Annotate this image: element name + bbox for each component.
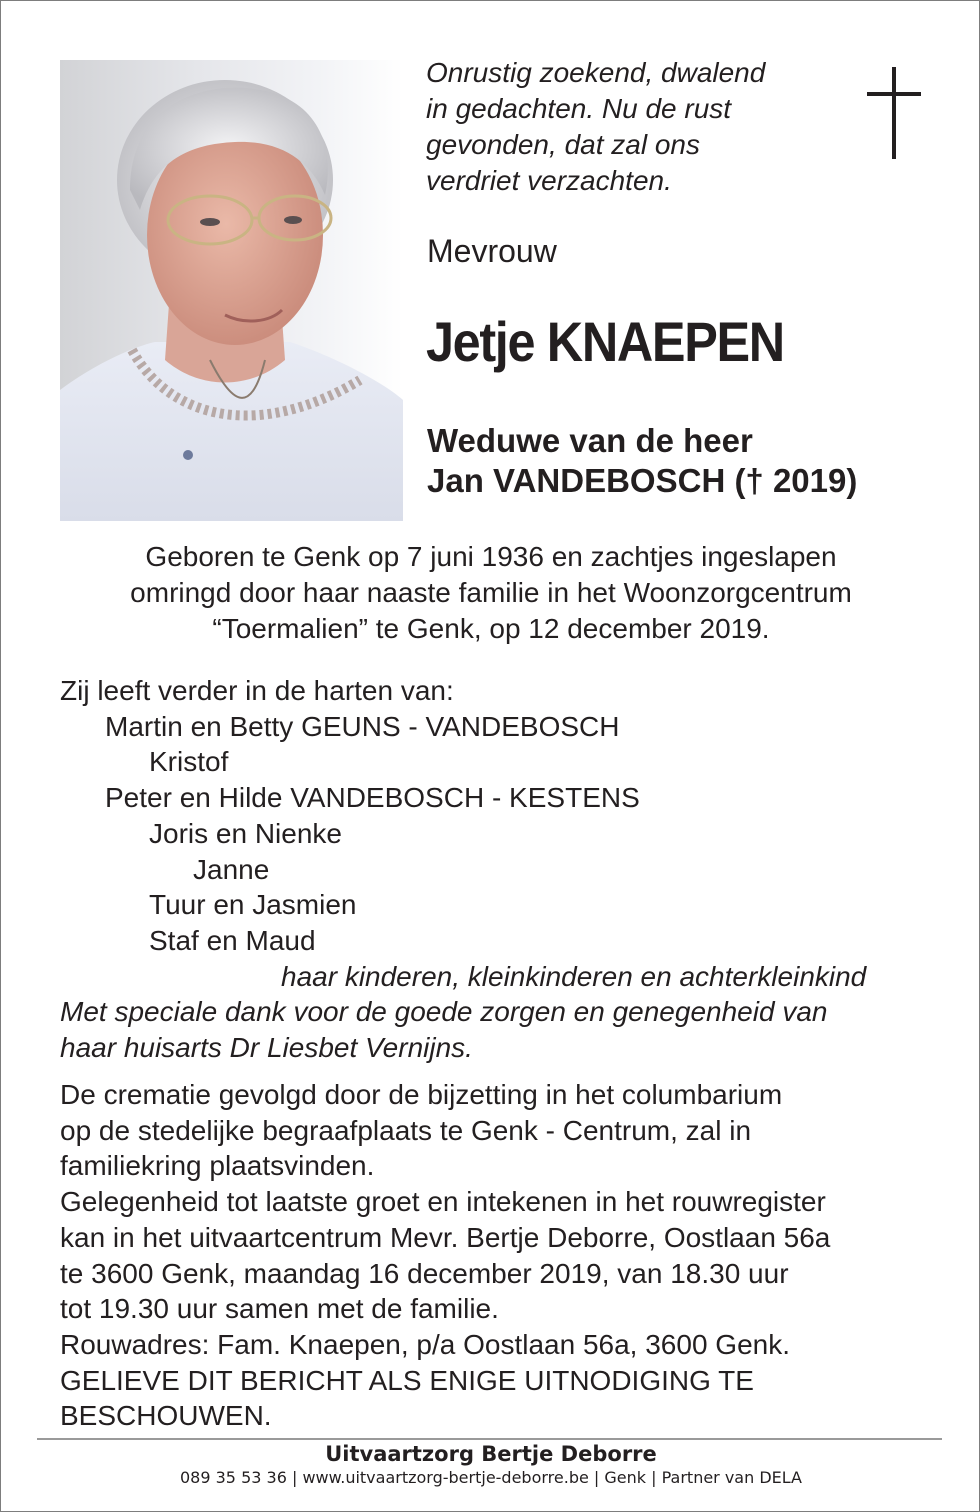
details-line: te 3600 Genk, maandag 16 december 2019, van 18.30 uur (60, 1257, 789, 1289)
family-intro: Zij leeft verder in de harten van: (60, 675, 454, 706)
birth-line: Geboren te Genk op 7 juni 1936 en zachtjes ingeslapen (145, 541, 837, 572)
family-member: Peter en Hilde VANDEBOSCH - KESTENS (105, 782, 640, 814)
funeral-company-name: Uitvaartzorg Bertje Deborre (325, 1442, 657, 1466)
family-signature: haar kinderen, kleinkinderen en achterkleinkind (281, 960, 867, 992)
funeral-company-contact: 089 35 53 36 | www.uitvaartzorg-bertje-deborre.be | Genk | Partner van DELA (180, 1468, 802, 1487)
details-line: Gelegenheid tot laatste groet en intekenen in het rouwregister (60, 1186, 826, 1218)
verse (426, 55, 765, 199)
details-line: op de stedelijke begraafplaats te Genk - Centrum, zal in (60, 1114, 752, 1146)
details-line: kan in het uitvaartcentrum Mevr. Bertje Deborre, Oostlaan 56a (60, 1221, 831, 1253)
portrait-photo (60, 60, 403, 521)
latin-cross-icon (867, 67, 921, 159)
family-member: Joris en Nienke (149, 817, 342, 849)
funeral-details (60, 1077, 960, 1434)
details-line: BESCHOUWEN. (60, 1400, 272, 1432)
details-line: Rouwadres: Fam. Knaepen, p/a Oostlaan 56a, 3600 Genk. (60, 1328, 791, 1360)
spouse-line: Weduwe van de heer (427, 422, 753, 459)
family-member: Janne (193, 853, 270, 885)
details-line: De crematie gevolgd door de bijzetting in het columbarium (60, 1079, 783, 1110)
salutation: Mevrouw (427, 233, 557, 269)
family-member: Kristof (149, 746, 229, 778)
verse-line: gevonden, dat zal ons (426, 129, 700, 160)
thanks-line: haar huisarts Dr Liesbet Vernijns. (60, 1032, 473, 1064)
family-member: Martin en Betty GEUNS - VANDEBOSCH (105, 710, 620, 742)
verse-line: verdriet verzachten. (426, 165, 672, 196)
family-member: Staf en Maud (149, 924, 316, 956)
birth-and-death-text (1, 539, 980, 647)
birth-line: “Toermalien” te Genk, op 12 december 2019. (212, 613, 770, 644)
details-line: tot 19.30 uur samen met de familie. (60, 1293, 499, 1325)
details-line: GELIEVE DIT BERICHT ALS ENIGE UITNODIGING TE (60, 1364, 754, 1396)
verse-line: in gedachten. Nu de rust (426, 93, 732, 124)
spouse-line: Jan VANDEBOSCH († 2019) (427, 462, 858, 499)
birth-line: omringd door haar naaste familie in het Woonzorgcentrum (130, 577, 852, 608)
details-line: familiekring plaatsvinden. (60, 1150, 375, 1182)
verse-line: Onrustig zoekend, dwalend (426, 57, 766, 88)
family-list (60, 673, 960, 1066)
thanks-line: Met speciale dank voor de goede zorgen en genegenheid van (60, 996, 828, 1028)
deceased-name: Jetje KNAEPEN (426, 310, 784, 373)
family-member: Tuur en Jasmien (149, 889, 357, 921)
spouse-info (427, 421, 857, 501)
